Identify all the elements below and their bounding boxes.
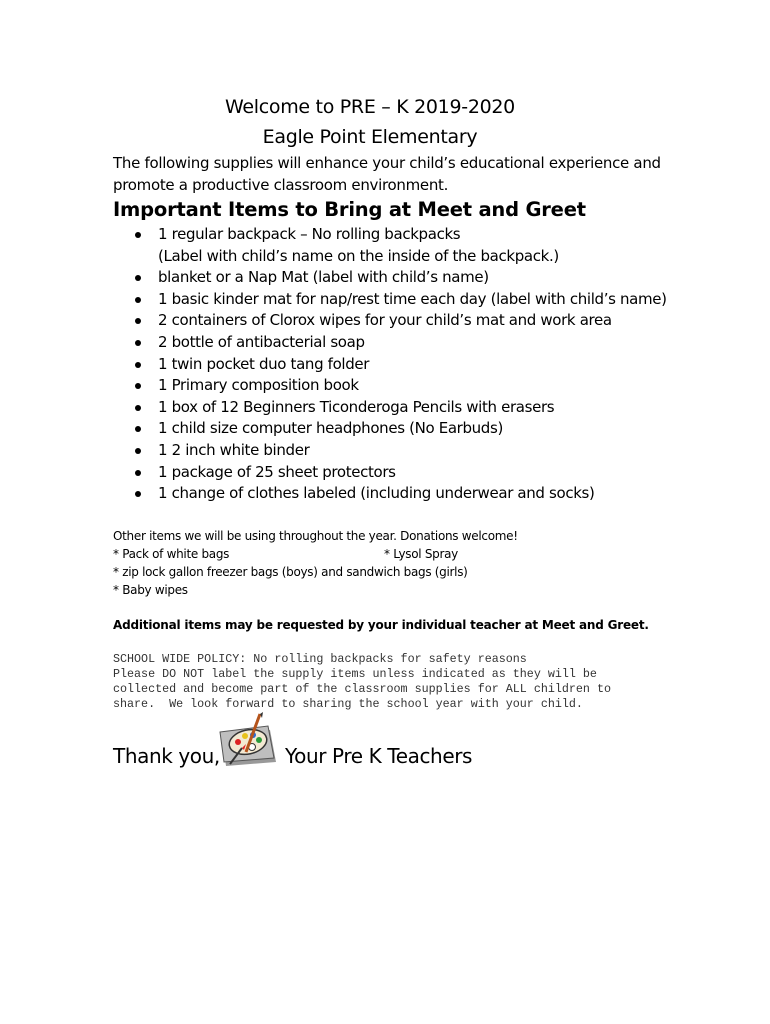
list-item — [113, 310, 733, 332]
list-item-text: 1 regular backpack – No rolling backpacks — [158, 225, 461, 243]
policy-line: collected and become part of the classroom supplies for ALL children to — [113, 682, 611, 696]
paint-palette-icon — [216, 712, 280, 768]
list-item-text: blanket or a Nap Mat (label with child’s name) — [158, 268, 489, 287]
list-item-text: 1 child size computer headphones (No Earbuds) — [158, 419, 503, 438]
list-item — [113, 267, 733, 289]
bullet-icon — [135, 491, 141, 497]
list-item-text: 1 box of 12 Beginners Ticonderoga Pencils with erasers — [158, 397, 555, 416]
section-heading: Important Items to Bring at Meet and Greet — [113, 198, 586, 221]
list-item — [113, 375, 733, 397]
list-item-text: 1 package of 25 sheet protectors — [158, 462, 396, 481]
policy-line: SCHOOL WIDE POLICY: No rolling backpacks for safety reasons — [113, 652, 527, 666]
other-items-section — [113, 527, 673, 599]
other-items-row — [113, 545, 673, 563]
additional-items-note: Additional items may be requested by your individual teacher at Meet and Greet. — [113, 618, 649, 632]
school-policy — [113, 652, 673, 712]
intro-paragraph — [113, 152, 713, 196]
thank-you-text: Thank you, — [113, 744, 220, 768]
supply-list — [113, 224, 733, 505]
bullet-icon — [135, 362, 141, 368]
list-item-text: 1 change of clothes labeled (including underwear and socks) — [158, 484, 595, 503]
other-items-intro: Other items we will be using throughout the year. Donations welcome! — [113, 529, 518, 543]
bullet-icon — [135, 470, 141, 476]
list-item — [113, 440, 733, 462]
bullet-icon — [135, 232, 141, 238]
bullet-icon — [135, 275, 141, 281]
bullet-icon — [135, 318, 141, 324]
bullet-icon — [135, 448, 141, 454]
list-item-text: 1 twin pocket duo tang folder — [158, 354, 370, 373]
list-item-text: 1 2 inch white binder — [158, 440, 310, 459]
list-item — [113, 224, 733, 267]
list-item-text: 1 basic kinder mat for nap/rest time each day (label with child’s name) — [158, 289, 667, 308]
intro-line-1: The following supplies will enhance your child’s educational experience and — [113, 154, 661, 172]
policy-line: Please DO NOT label the supply items unless indicated as they will be — [113, 667, 597, 681]
other-item: * Pack of white bags — [113, 547, 230, 561]
intro-line-2: promote a productive classroom environment. — [113, 176, 449, 194]
list-item-note: (Label with child’s name on the inside of the backpack.) — [158, 246, 559, 265]
bullet-icon — [135, 405, 141, 411]
list-item-text: 2 bottle of antibacterial soap — [158, 332, 365, 351]
other-item: * Baby wipes — [113, 583, 188, 597]
list-item — [113, 418, 733, 440]
other-item: * zip lock gallon freezer bags (boys) and sandwich bags (girls) — [113, 565, 468, 579]
bullet-icon — [135, 426, 141, 432]
list-item — [113, 332, 733, 354]
list-item — [113, 483, 733, 505]
list-item-text: 1 Primary composition book — [158, 376, 359, 395]
bullet-icon — [135, 340, 141, 346]
list-item — [113, 397, 733, 419]
other-item: * Lysol Spray — [384, 547, 458, 561]
list-item-text: 2 containers of Clorox wipes for your child’s mat and work area — [158, 311, 612, 330]
list-item — [113, 354, 733, 376]
policy-line: share. We look forward to sharing the school year with your child. — [113, 697, 583, 711]
signature-text: Your Pre K Teachers — [285, 744, 473, 768]
bullet-icon — [135, 297, 141, 303]
school-name: Eagle Point Elementary — [262, 126, 478, 148]
bullet-icon — [135, 383, 141, 389]
list-item — [113, 462, 733, 484]
list-item — [113, 289, 733, 311]
document-title: Welcome to PRE – K 2019-2020 — [225, 96, 515, 118]
